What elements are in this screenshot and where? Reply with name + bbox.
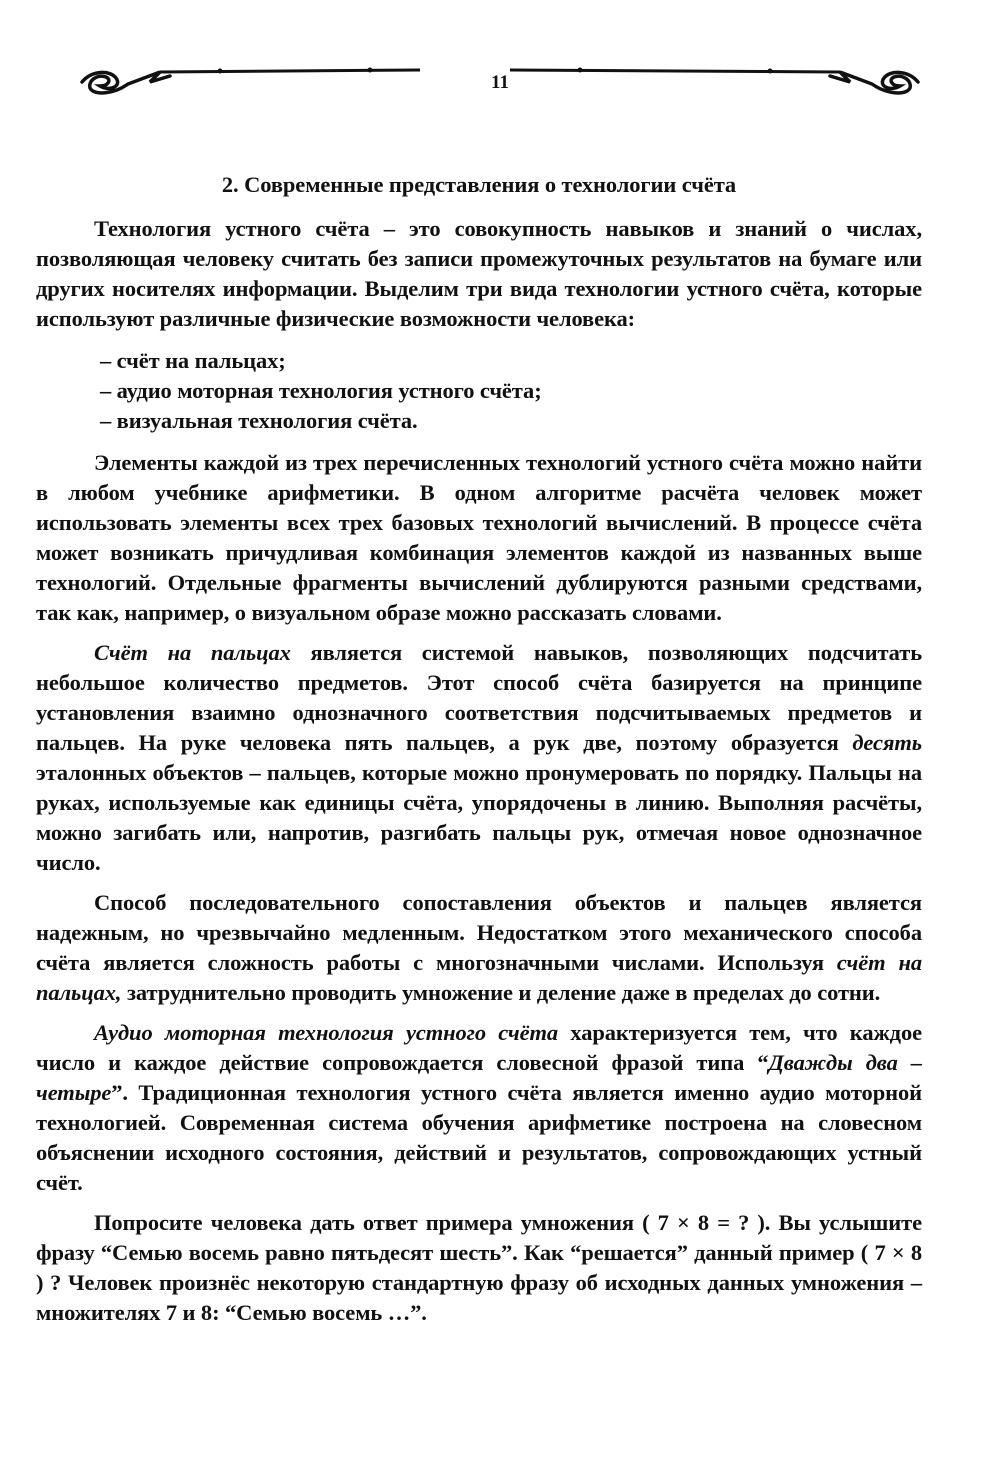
page-header xyxy=(70,60,930,112)
section-title: 2. Современные представления о технологии счёта xyxy=(221,172,737,197)
paragraph-ask: Попросите человека дать ответ примера умножения ( 7 × 8 = ? ). Вы услышите фразу “Семью восемь равно пятьдесят шесть”. Как “решается” данный пример ( 7 × 8 ) ? Человек произнёс некоторую стандартную фразу об исходных данных умножения – множителях 7 и 8: “Семью восемь …”. xyxy=(36,1210,922,1325)
paragraph-intro: Технология устного счёта – это совокупность навыков и знаний о числах, позволяющая человеку считать без записи промежуточных результатов на бумаге или других носителях информации. Выделим три вида технологии устного счёта, которые используют различные физические возможности человека: xyxy=(36,216,922,331)
text-span: характеризуется тем, что каждое число и каждое действие сопровождается словесной фразой типа “ xyxy=(36,1020,923,1075)
term-audio-motor: Аудио моторная технология устного счёта xyxy=(94,1020,559,1045)
term-ten: десять xyxy=(852,730,922,755)
paragraph-finger-counting xyxy=(36,638,922,878)
text-span: ”. Традиционная технология устного счёта является именно аудио моторной технологией. Современная система обучения арифметике построена на словесном объяснении исходного состояния, действий и результатов, сопровождающих устный счёт. xyxy=(36,1080,922,1195)
text-span: затруднительно проводить умножение и деление даже в пределах до сотни. xyxy=(121,980,881,1005)
page-content xyxy=(36,170,922,1338)
text-span: является системой навыков, позволяющих подсчитать небольшое количество предметов. Этот способ счёта базируется на принципе установления взаимно однозначного соответствия подсчитываемых предметов и пальцев. На руке человека пять пальцев, а рук две, поэтому образуется xyxy=(36,640,922,755)
technology-list xyxy=(36,346,922,436)
paragraph-method xyxy=(36,888,922,1008)
list-item: – визуальная технология счёта. xyxy=(100,408,418,433)
term-finger-counting-inline: счёт на пальцах, xyxy=(36,950,923,1005)
page-number: 11 xyxy=(491,72,509,93)
term-phrase-example: Дважды два – четыре xyxy=(36,1050,922,1105)
term-finger-counting: Счёт на пальцах xyxy=(94,640,291,665)
paragraph-audio-motor xyxy=(36,1018,922,1198)
text-span: Способ последовательного сопоставления объектов и пальцев является надежным, но чрезвычайно медленным. Недостатком этого механического способа счёта является сложность работы с многозначными числами. Используя xyxy=(36,890,922,975)
list-item: – счёт на пальцах; xyxy=(100,348,286,373)
paragraph-elements: Элементы каждой из трех перечисленных технологий устного счёта можно найти в любом учебнике арифметики. В одном алгоритме расчёта человек может использовать элементы всех трех базовых технологий вычислений. В процессе счёта может возникать причудливая комбинация элементов каждой из названных выше технологий. Отдельные фрагменты вычислений дублируются разными средствами, так как, например, о визуальном образе можно рассказать словами. xyxy=(36,450,922,625)
list-item: – аудио моторная технология устного счёта; xyxy=(100,378,542,403)
text-span: эталонных объектов – пальцев, которые можно пронумеровать по порядку. Пальцы на руках, используемые как единицы счёта, упорядочены в линию. Выполняя расчёты, можно загибать или, напротив, разгибать пальцы рук, отмечая новое однозначное число. xyxy=(36,760,922,875)
